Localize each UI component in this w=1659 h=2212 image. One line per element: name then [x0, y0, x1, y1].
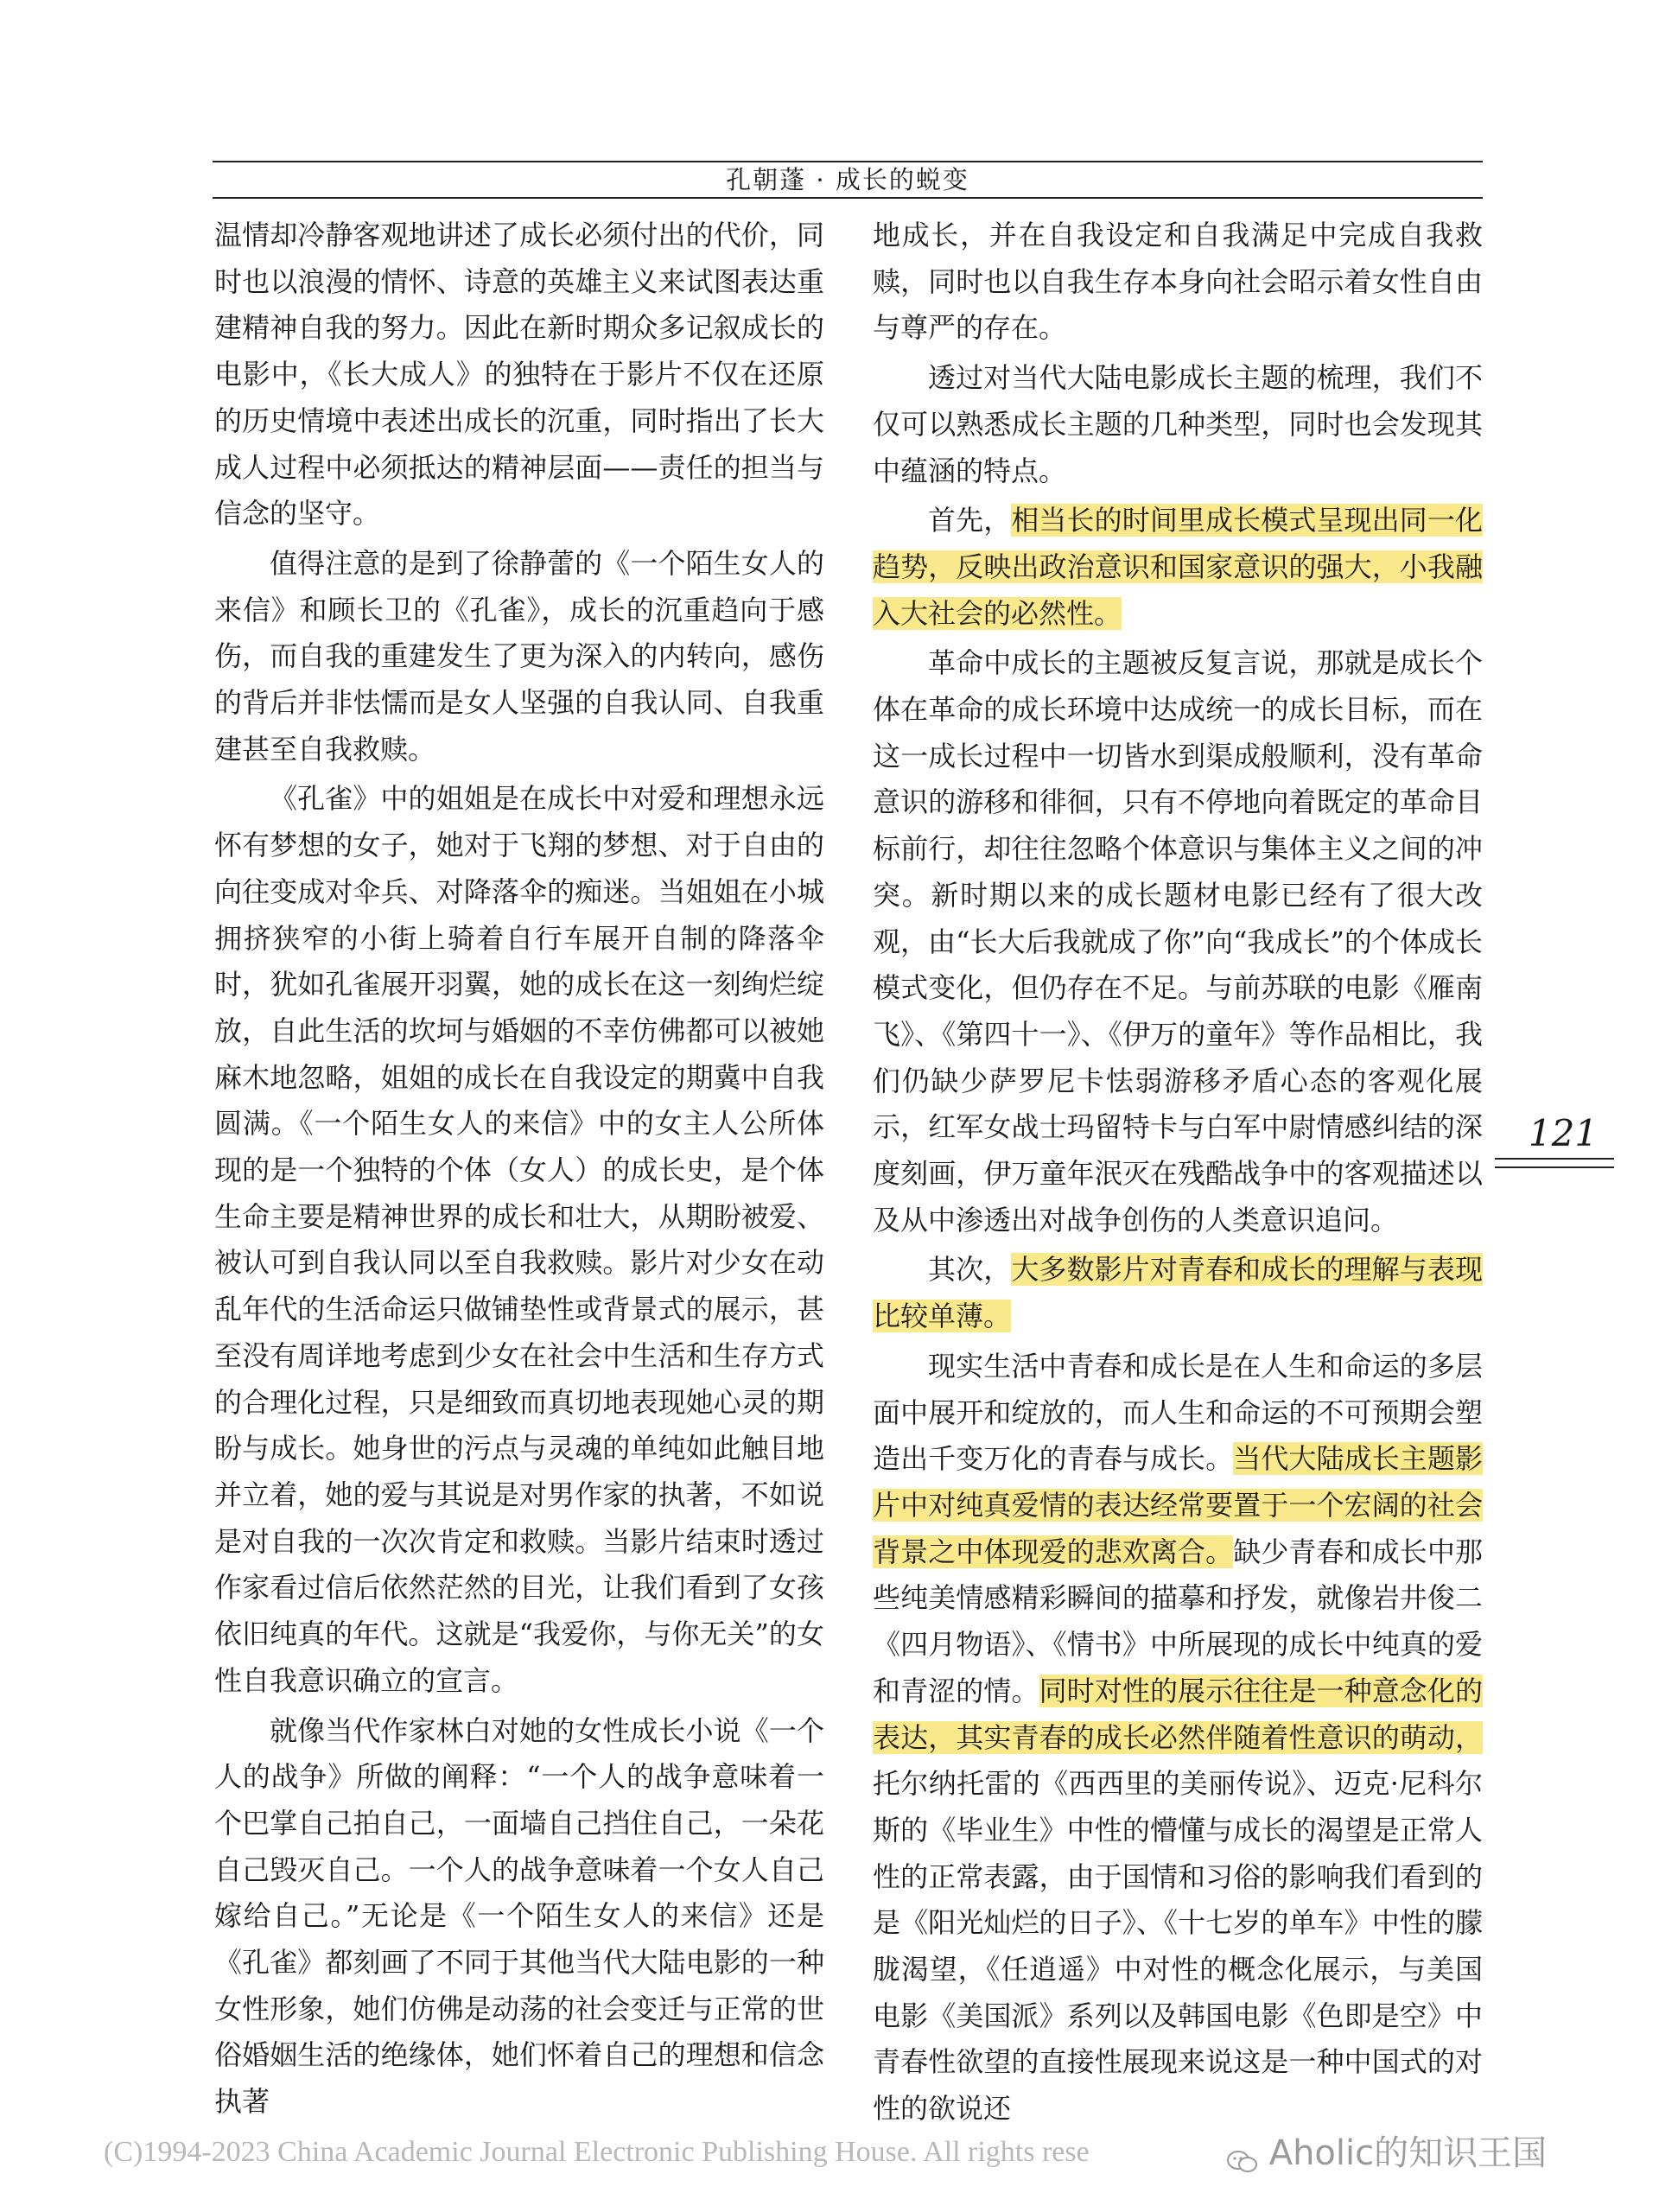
- paragraph: 值得注意的是到了徐静蕾的《一个陌生女人的来信》和顾长卫的《孔雀》，成长的沉重趋向于感伤，而自我的重建发生了更为深入的内转向，感伤的背后并非怯懦而是女人坚强的自我认同、自我重建甚至自我救赎。: [214, 546, 824, 766]
- highlighted-text: 大多数影片对青春和成长的理解与表现比较单薄。: [873, 1253, 1483, 1333]
- paragraph: [873, 1344, 1483, 2133]
- paragraph: 就像当代作家林白对她的女性成长小说《一个人的战争》所做的阐释：“一个人的战争意味着一个巴掌自己拍自己，一面墙自己挡住自己，一朵花自己毁灭自己。一个人的战争意味着一个女人自己嫁给自己。”无论是《一个陌生女人的来信》还是《孔雀》都刻画了不同于其他当代大陆电影的一种女性形象，她们仿佛是动荡的社会变迁与正常的世俗婚姻生活的绝缘体，她们怀着自己的理想和信念执著: [214, 1713, 824, 2119]
- paragraph-text: 托尔纳托雷的《西西里的美丽传说》、迈克·尼科尔斯的《毕业生》中性的懵懂与成长的渴望是正常人性的正常表露，由于国情和习俗的影响我们看到的是《阳光灿烂的日子》、《十七岁的单车》中性的朦胧渴望，《任逍遥》中对性的概念化展示，与美国电影《美国派》系列以及韩国电影《色即是空》中青春性欲望的直接性展现来说这是一种中国式的对性的欲说还: [873, 1767, 1483, 2126]
- watermark-text: Aholic的知识王国: [1268, 2133, 1548, 2173]
- paragraph-lead: 首先，: [928, 504, 1012, 537]
- paragraph: 温情却冷静客观地讲述了成长必须付出的代价，同时也以浪漫的情怀、诗意的英雄主义来试图表达重建精神自我的努力。因此在新时期众多记叙成长的电影中，《长大成人》的独特在于影片不仅在还原的历史情境中表述出成长的沉重，同时指出了长大成人过程中必须抵达的精神层面——责任的担当与信念的坚守。: [214, 219, 824, 531]
- highlighted-text: 当代大陆成长主题影片中对纯真爱情的表达经常要置于一个宏阔的社会背景之中体现爱的悲欢离合。: [873, 1442, 1483, 1568]
- page-number: 121: [1528, 1112, 1599, 1154]
- right-column: [873, 213, 1483, 2136]
- paragraph: [873, 1247, 1483, 1339]
- copyright-footer: (C)1994-2023 China Academic Journal Electronic Publishing House. All rights rese: [104, 2136, 1090, 2168]
- paragraph-lead: 其次，: [928, 1253, 1012, 1287]
- watermark: [1227, 2126, 1547, 2175]
- highlighted-text: 同时对性的展示往往是一种意念化的表达，其实青春的成长必然伴随着性意识的萌动，: [873, 1674, 1483, 1754]
- paragraph: [873, 498, 1483, 637]
- paragraph: 透过对当代大陆电影成长主题的梳理，我们不仅可以熟悉成长主题的几种类型，同时也会发现其中蕴涵的特点。: [873, 361, 1483, 487]
- header-title: 孔朝蓬 · 成长的蜕变: [726, 165, 969, 194]
- page-number-rule: [1495, 1158, 1614, 1160]
- left-column: [214, 213, 824, 2129]
- paragraph-text: 缺少青春和成长中那些纯美情感精彩瞬间的描摹和抒发，就像岩井俊二《四月物语》、《情书》中所展现的成长中纯真的爱和青涩的情。: [873, 1535, 1483, 1707]
- paragraph: 革命中成长的主题被反复言说，那就是成长个体在革命的成长环境中达成统一的成长目标，而在这一成长过程中一切皆水到渠成般顺利，没有革命意识的游移和徘徊，只有不停地向着既定的革命目标前行，却往往忽略个体意识与集体主义之间的冲突。新时期以来的成长题材电影已经有了很大改观，由“长大后我就成了你”向“我成长”的个体成长模式变化，但仍存在不足。与前苏联的电影《雁南飞》、《第四十一》、《伊万的童年》等作品相比，我们仍缺少萨罗尼卡怯弱游移矛盾心态的客观化展示，红军女战士玛留特卡与白军中尉情感纠结的深度刻画，伊万童年泯灭在残酷战争中的客观描述以及从中渗透出对战争创伤的人类意识追问。: [873, 646, 1483, 1236]
- highlighted-text: 相当长的时间里成长模式呈现出同一化趋势，反映出政治意识和国家意识的强大，小我融入大社会的必然性。: [873, 504, 1483, 630]
- page-number-rule: [1495, 1166, 1614, 1168]
- paragraph-text: 现实生活中青春和成长是在人生和命运的多层面中展开和绽放的，而人生和命运的不可预期会塑造出千变万化的青春与成长。: [873, 1349, 1483, 1476]
- running-header: [213, 161, 1483, 199]
- wechat-icon: [1227, 2143, 1258, 2167]
- paragraph: 《孔雀》中的姐姐是在成长中对爱和理想永远怀有梦想的女子，她对于飞翔的梦想、对于自由的向往变成对伞兵、对降落伞的痴迷。当姐姐在小城拥挤狭窄的小街上骑着自行车展开自制的降落伞时，犹如孔雀展开羽翼，她的成长在这一刻绚烂绽放，自此生活的坎坷与婚姻的不幸仿佛都可以被她麻木地忽略，姐姐的成长在自我设定的期冀中自我圆满。《一个陌生女人的来信》中的女主人公所体现的是一个独特的个体（女人）的成长史，是个体生命主要是精神世界的成长和壮大，从期盼被爱、被认可到自我认同以至自我救赎。影片对少女在动乱年代的生活命运只做铺垫性或背景式的展示，甚至没有周详地考虑到少女在社会中生活和生存方式的合理化过程，只是细致而真切地表现她心灵的期盼与成长。她身世的污点与灵魂的单纯如此触目地并立着，她的爱与其说是对男作家的执著，不如说是对自我的一次次肯定和救赎。当影片结束时透过作家看过信后依然茫然的目光，让我们看到了女孩依旧纯真的年代。这就是“我爱你，与你无关”的女性自我意识确立的宣言。: [214, 782, 824, 1697]
- paragraph: 地成长，并在自我设定和自我满足中完成自我救赎，同时也以自我生存本身向社会昭示着女性自由与尊严的存在。: [873, 219, 1483, 345]
